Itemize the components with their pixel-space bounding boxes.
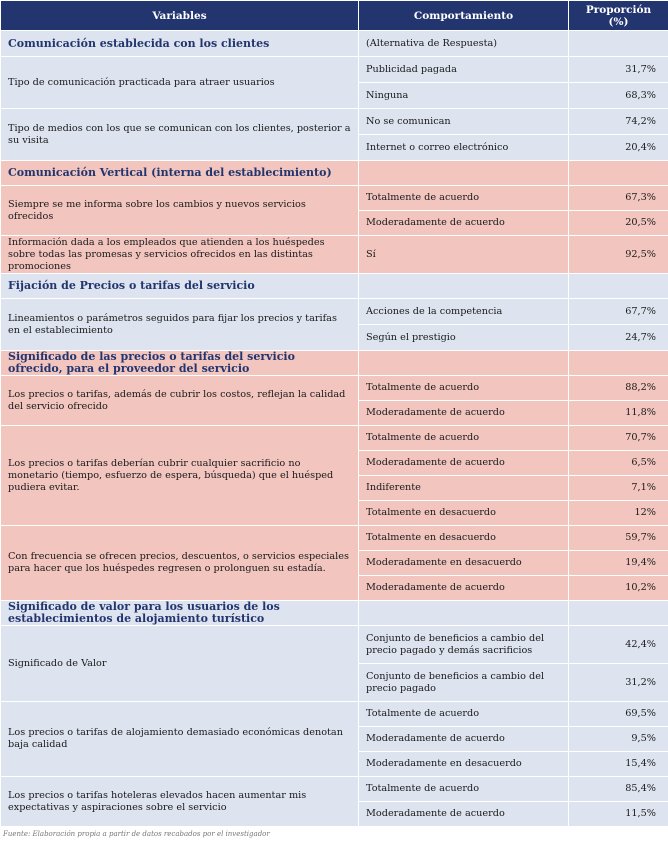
behavior-cell: Ninguna <box>359 83 569 109</box>
table-row <box>1 626 668 664</box>
behavior-cell: Totalmente de acuerdo <box>359 376 569 401</box>
behavior-cell: Totalmente en desacuerdo <box>359 501 569 526</box>
proportion-cell: 6,5% <box>569 451 668 476</box>
section-note: (Alternativa de Respuesta) <box>359 31 569 57</box>
proportion-cell: 31,7% <box>569 57 668 83</box>
proportion-cell: 9,5% <box>569 727 668 752</box>
source-note: Fuente: Elaboración propia a partir de datos recabados por el investigador <box>3 830 270 838</box>
variable-cell: Siempre se me informa sobre los cambios y nuevos servicios ofrecidos <box>1 186 359 236</box>
section-title: Significado de las precios o tarifas del servicio ofrecido, para el proveedor del servicio <box>1 351 359 376</box>
behavior-cell: Moderadamente de acuerdo <box>359 451 569 476</box>
variable-cell: Los precios o tarifas, además de cubrir los costos, reflejan la calidad del servicio ofrecido <box>1 376 359 426</box>
proportion-cell: 88,2% <box>569 376 668 401</box>
behavior-cell: Totalmente de acuerdo <box>359 702 569 727</box>
variable-cell: Tipo de comunicación practicada para atraer usuarios <box>1 57 359 109</box>
section-title: Significado de valor para los usuarios de los establecimientos de alojamiento turístico <box>1 601 359 626</box>
behavior-cell: Moderadamente de acuerdo <box>359 802 569 827</box>
behavior-cell: Totalmente en desacuerdo <box>359 526 569 551</box>
section-empty <box>569 161 668 186</box>
behavior-cell: No se comunican <box>359 109 569 135</box>
proportion-cell: 67,7% <box>569 299 668 325</box>
proportion-cell: 92,5% <box>569 236 668 274</box>
proportion-cell: 67,3% <box>569 186 668 211</box>
table-row <box>1 376 668 401</box>
behavior-cell: Totalmente de acuerdo <box>359 777 569 802</box>
behavior-cell: Conjunto de beneficios a cambio del precio pagado <box>359 664 569 702</box>
behavior-cell: Indiferente <box>359 476 569 501</box>
behavior-cell: Moderadamente en desacuerdo <box>359 551 569 576</box>
proportion-cell: 20,4% <box>569 135 668 161</box>
table-row <box>1 57 668 83</box>
proportion-cell: 85,4% <box>569 777 668 802</box>
variable-cell: Tipo de medios con los que se comunican con los clientes, posterior a su visita <box>1 109 359 161</box>
behavior-cell: Conjunto de beneficios a cambio del precio pagado y demás sacrificios <box>359 626 569 664</box>
proportion-cell: 68,3% <box>569 83 668 109</box>
behavior-cell: Moderadamente de acuerdo <box>359 401 569 426</box>
behavior-cell: Moderadamente en desacuerdo <box>359 752 569 777</box>
section-empty <box>569 31 668 57</box>
behavior-cell: Moderadamente de acuerdo <box>359 576 569 601</box>
table-row <box>1 236 668 274</box>
section-row <box>1 601 668 626</box>
variable-cell: Significado de Valor <box>1 626 359 702</box>
variable-cell: Los precios o tarifas hoteleras elevados hacen aumentar mis expectativas y aspiraciones sobre el servicio <box>1 777 359 827</box>
table-row <box>1 186 668 211</box>
variable-cell: Con frecuencia se ofrecen precios, descuentos, o servicios especiales para hacer que los huéspedes regresen o prolonguen su estadía. <box>1 526 359 601</box>
proportion-cell: 11,5% <box>569 802 668 827</box>
behavior-cell: Según el prestigio <box>359 325 569 351</box>
proportion-cell: 24,7% <box>569 325 668 351</box>
section-title: Fijación de Precios o tarifas del servicio <box>1 274 359 299</box>
proportion-cell: 31,2% <box>569 664 668 702</box>
proportion-cell: 69,5% <box>569 702 668 727</box>
proportion-cell: 42,4% <box>569 626 668 664</box>
proportion-cell: 15,4% <box>569 752 668 777</box>
table-row <box>1 526 668 551</box>
proportion-cell: 70,7% <box>569 426 668 451</box>
section-note <box>359 351 569 376</box>
section-empty <box>569 601 668 626</box>
proportion-cell: 12% <box>569 501 668 526</box>
section-row <box>1 161 668 186</box>
behavior-cell: Internet o correo electrónico <box>359 135 569 161</box>
behavior-cell: Totalmente de acuerdo <box>359 186 569 211</box>
header-comportamiento: Comportamiento <box>359 1 569 31</box>
table-row <box>1 777 668 802</box>
section-note <box>359 601 569 626</box>
header-proporcion: Proporción (%) <box>569 1 668 31</box>
variable-cell: Lineamientos o parámetros seguidos para fijar los precios y tarifas en el establecimiento <box>1 299 359 351</box>
table-row <box>1 426 668 451</box>
behavior-cell: Acciones de la competencia <box>359 299 569 325</box>
behavior-cell: Totalmente de acuerdo <box>359 426 569 451</box>
table-row <box>1 109 668 135</box>
proportion-cell: 74,2% <box>569 109 668 135</box>
behavior-cell: Moderadamente de acuerdo <box>359 211 569 236</box>
section-row <box>1 274 668 299</box>
section-empty <box>569 351 668 376</box>
section-note <box>359 274 569 299</box>
table-row <box>1 702 668 727</box>
table-row <box>1 299 668 325</box>
section-title: Comunicación Vertical (interna del establecimiento) <box>1 161 359 186</box>
behavior-cell: Moderadamente de acuerdo <box>359 727 569 752</box>
variable-cell: Los precios o tarifas de alojamiento demasiado económicas denotan baja calidad <box>1 702 359 777</box>
variable-cell: Los precios o tarifas deberían cubrir cualquier sacrificio no monetario (tiempo, esfuerzo de espera, búsqueda) que el huésped pudiera evitar. <box>1 426 359 526</box>
variable-cell: Información dada a los empleados que atienden a los huéspedes sobre todas las promesas y servicios ofrecidos en las distintas promociones <box>1 236 359 274</box>
proportion-cell: 7,1% <box>569 476 668 501</box>
proportion-cell: 59,7% <box>569 526 668 551</box>
section-empty <box>569 274 668 299</box>
proportion-cell: 20,5% <box>569 211 668 236</box>
proportion-cell: 19,4% <box>569 551 668 576</box>
proportion-cell: 10,2% <box>569 576 668 601</box>
section-title: Comunicación establecida con los clientes <box>1 31 359 57</box>
behavior-cell: Publicidad pagada <box>359 57 569 83</box>
behavior-cell: Sí <box>359 236 569 274</box>
proportion-cell: 11,8% <box>569 401 668 426</box>
section-row <box>1 351 668 376</box>
header-variables: Variables <box>1 1 359 31</box>
section-note <box>359 161 569 186</box>
section-row <box>1 31 668 57</box>
header-row <box>1 1 668 31</box>
